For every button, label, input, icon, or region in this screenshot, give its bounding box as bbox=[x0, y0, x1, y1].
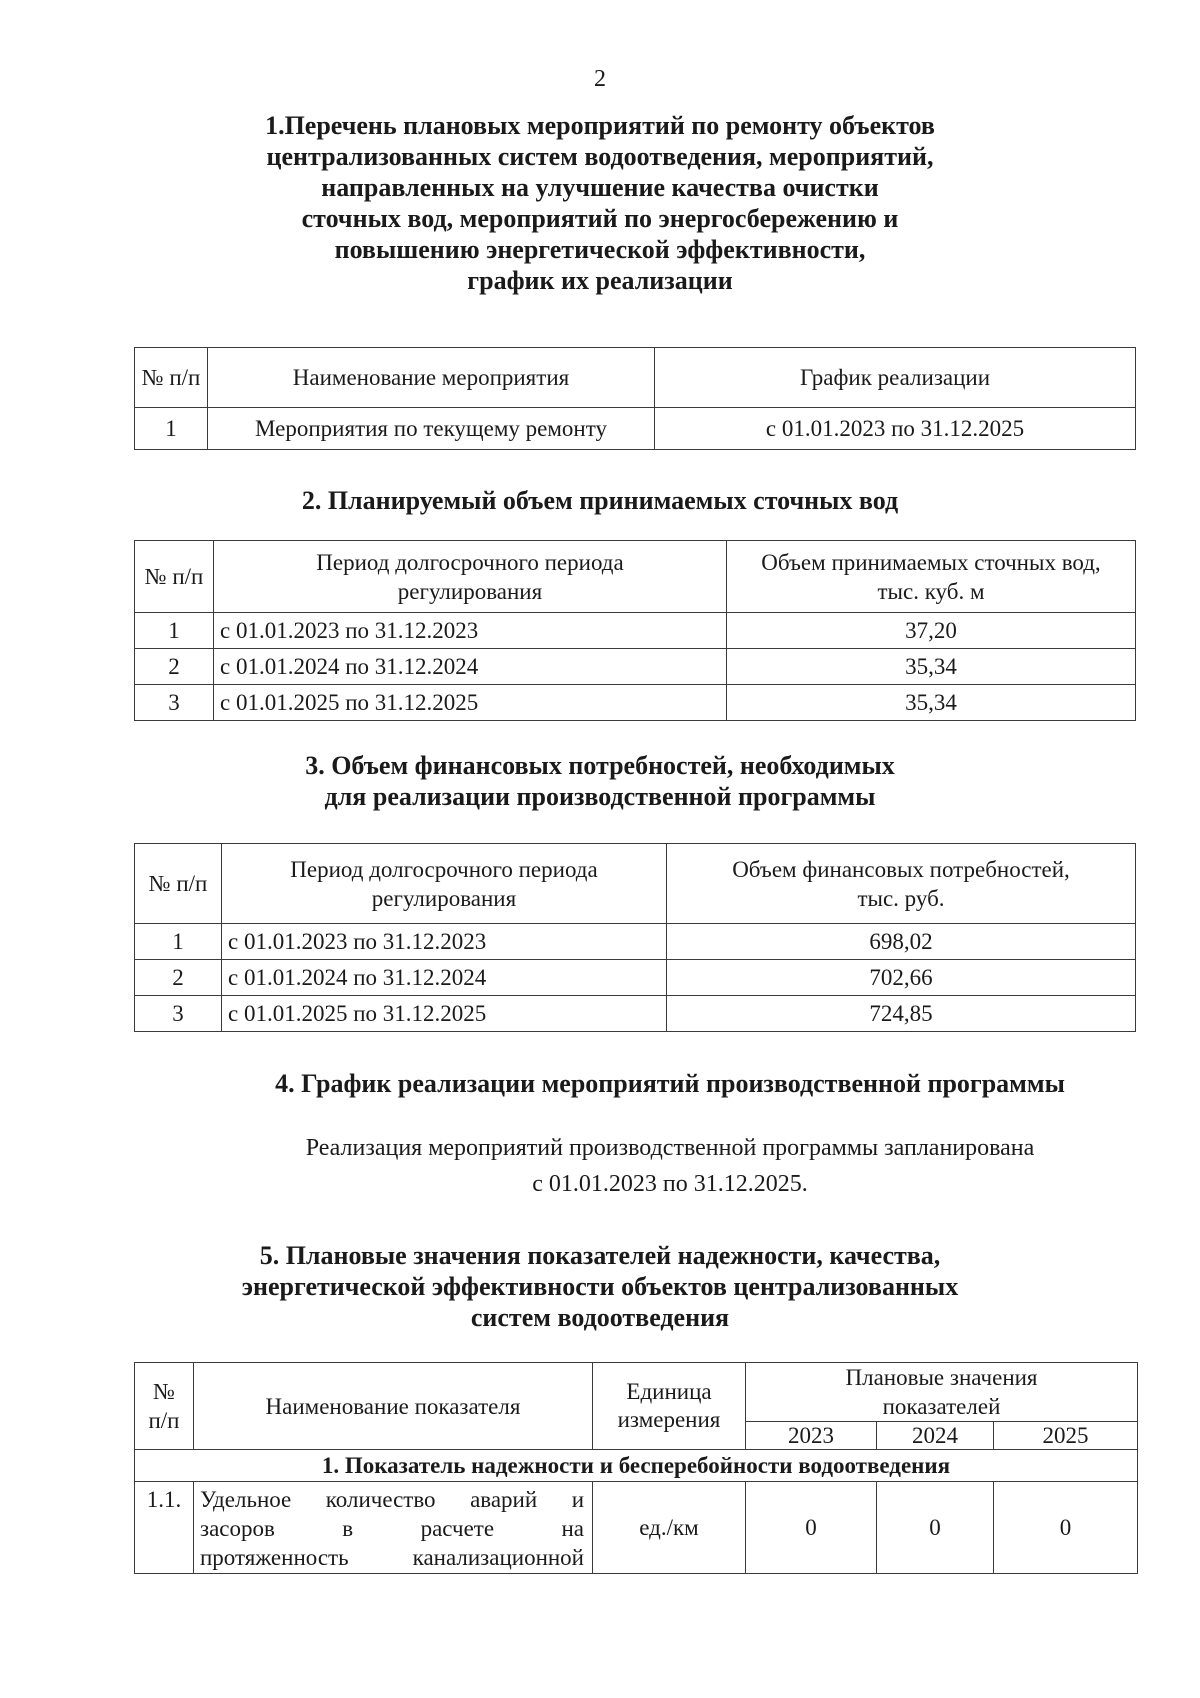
section4-title: 4. График реализации мероприятий производственной программы bbox=[275, 1069, 1065, 1098]
cell-num: 1 bbox=[135, 613, 214, 649]
table-row bbox=[135, 685, 1136, 721]
indicator-name-line: засоров в расчете на bbox=[200, 1516, 584, 1541]
table-header-row bbox=[135, 348, 1136, 408]
cell-num: 1 bbox=[135, 408, 208, 450]
section5-table bbox=[134, 1362, 1138, 1574]
cell-value: 698,02 bbox=[667, 924, 1136, 960]
header-year-2023: 2023 bbox=[746, 1422, 877, 1450]
section1-title-line: график их реализации bbox=[467, 266, 733, 295]
table-group-row bbox=[135, 1450, 1138, 1482]
cell-value: 35,34 bbox=[727, 649, 1136, 685]
header-volume: Объем принимаемых сточных вод, тыс. куб. м bbox=[727, 541, 1136, 613]
header-num: № п/п bbox=[135, 541, 214, 613]
section5-title-line: энергетической эффективности объектов централизованных bbox=[241, 1272, 959, 1301]
cell-num: 3 bbox=[135, 685, 214, 721]
section3-title-line: 3. Объем финансовых потребностей, необходимых bbox=[305, 751, 895, 780]
header-schedule: График реализации bbox=[655, 348, 1136, 408]
table-row bbox=[135, 408, 1136, 450]
table-row bbox=[135, 996, 1136, 1032]
page-number: 2 bbox=[594, 66, 606, 92]
section1-title-line: сточных вод, мероприятий по энергосбережению и bbox=[301, 204, 899, 233]
header-period: Период долгосрочного периода регулирования bbox=[214, 541, 727, 613]
cell-value: 724,85 bbox=[667, 996, 1136, 1032]
cell-period: с 01.01.2025 по 31.12.2025 bbox=[222, 996, 667, 1032]
header-year-2024: 2024 bbox=[877, 1422, 994, 1450]
section1-table bbox=[134, 347, 1136, 450]
section1-title-line: 1.Перечень плановых мероприятий по ремонту объектов bbox=[265, 111, 935, 140]
section2-title: 2. Планируемый объем принимаемых сточных вод bbox=[301, 486, 899, 515]
header-num: № п/п bbox=[135, 844, 222, 924]
section3-title-line: для реализации производственной программы bbox=[324, 782, 876, 811]
header-unit: Единица измерения bbox=[593, 1363, 746, 1450]
header-year-2025: 2025 bbox=[994, 1422, 1138, 1450]
cell-num: 3 bbox=[135, 996, 222, 1032]
header-num: № п/п bbox=[135, 1363, 194, 1450]
cell-name: Мероприятия по текущему ремонту bbox=[208, 408, 655, 450]
cell-value: 35,34 bbox=[727, 685, 1136, 721]
cell-period: с 01.01.2023 по 31.12.2023 bbox=[214, 613, 727, 649]
table-row bbox=[135, 960, 1136, 996]
cell-value-2025: 0 bbox=[994, 1482, 1138, 1574]
table-row bbox=[135, 649, 1136, 685]
cell-period: с 01.01.2024 по 31.12.2024 bbox=[214, 649, 727, 685]
table-header-row bbox=[135, 541, 1136, 613]
section4-text-line: с 01.01.2023 по 31.12.2025. bbox=[532, 1171, 808, 1197]
cell-unit: ед./км bbox=[593, 1482, 746, 1574]
cell-period: с 01.01.2024 по 31.12.2024 bbox=[222, 960, 667, 996]
header-name: Наименование мероприятия bbox=[208, 348, 655, 408]
cell-num: 2 bbox=[135, 649, 214, 685]
table-header-row bbox=[135, 844, 1136, 924]
section5-title bbox=[0, 1240, 1200, 1333]
section1-title-line: направленных на улучшение качества очистки bbox=[321, 173, 879, 202]
section3-table bbox=[134, 843, 1136, 1032]
cell-value: 702,66 bbox=[667, 960, 1136, 996]
section4-text bbox=[230, 1130, 1110, 1202]
cell-value-2023: 0 bbox=[746, 1482, 877, 1574]
header-planned-values: Плановые значения показателей bbox=[746, 1363, 1138, 1422]
table-row bbox=[135, 924, 1136, 960]
section1-title bbox=[0, 110, 1200, 296]
cell-period: с 01.01.2023 по 31.12.2023 bbox=[222, 924, 667, 960]
header-period: Период долгосрочного периода регулирования bbox=[222, 844, 667, 924]
section2-table bbox=[134, 540, 1136, 721]
cell-schedule: с 01.01.2023 по 31.12.2025 bbox=[655, 408, 1136, 450]
table-row bbox=[135, 613, 1136, 649]
cell-value: 37,20 bbox=[727, 613, 1136, 649]
header-indicator-name: Наименование показателя bbox=[194, 1363, 593, 1450]
header-finance: Объем финансовых потребностей, тыс. руб. bbox=[667, 844, 1136, 924]
cell-num: 1.1. bbox=[135, 1482, 194, 1574]
header-num: № п/п bbox=[135, 348, 208, 408]
indicator-name-line: протяженность канализационной bbox=[200, 1545, 584, 1570]
table-row bbox=[135, 1482, 1138, 1574]
section5-title-line: систем водоотведения bbox=[470, 1303, 730, 1332]
cell-num: 1 bbox=[135, 924, 222, 960]
section5-title-line: 5. Плановые значения показателей надежности, качества, bbox=[259, 1241, 941, 1270]
group-title: 1. Показатель надежности и бесперебойности водоотведения bbox=[135, 1450, 1138, 1482]
section1-title-line: повышению энергетической эффективности, bbox=[334, 235, 866, 264]
cell-num: 2 bbox=[135, 960, 222, 996]
cell-value-2024: 0 bbox=[877, 1482, 994, 1574]
section1-title-line: централизованных систем водоотведения, мероприятий, bbox=[266, 142, 934, 171]
table-header-row bbox=[135, 1363, 1138, 1422]
section3-title bbox=[0, 750, 1200, 812]
section4-text-line: Реализация мероприятий производственной программы запланирована bbox=[305, 1135, 1035, 1161]
indicator-name-line: Удельное количество аварий и bbox=[200, 1487, 584, 1512]
cell-period: с 01.01.2025 по 31.12.2025 bbox=[214, 685, 727, 721]
cell-indicator-name bbox=[194, 1482, 593, 1574]
